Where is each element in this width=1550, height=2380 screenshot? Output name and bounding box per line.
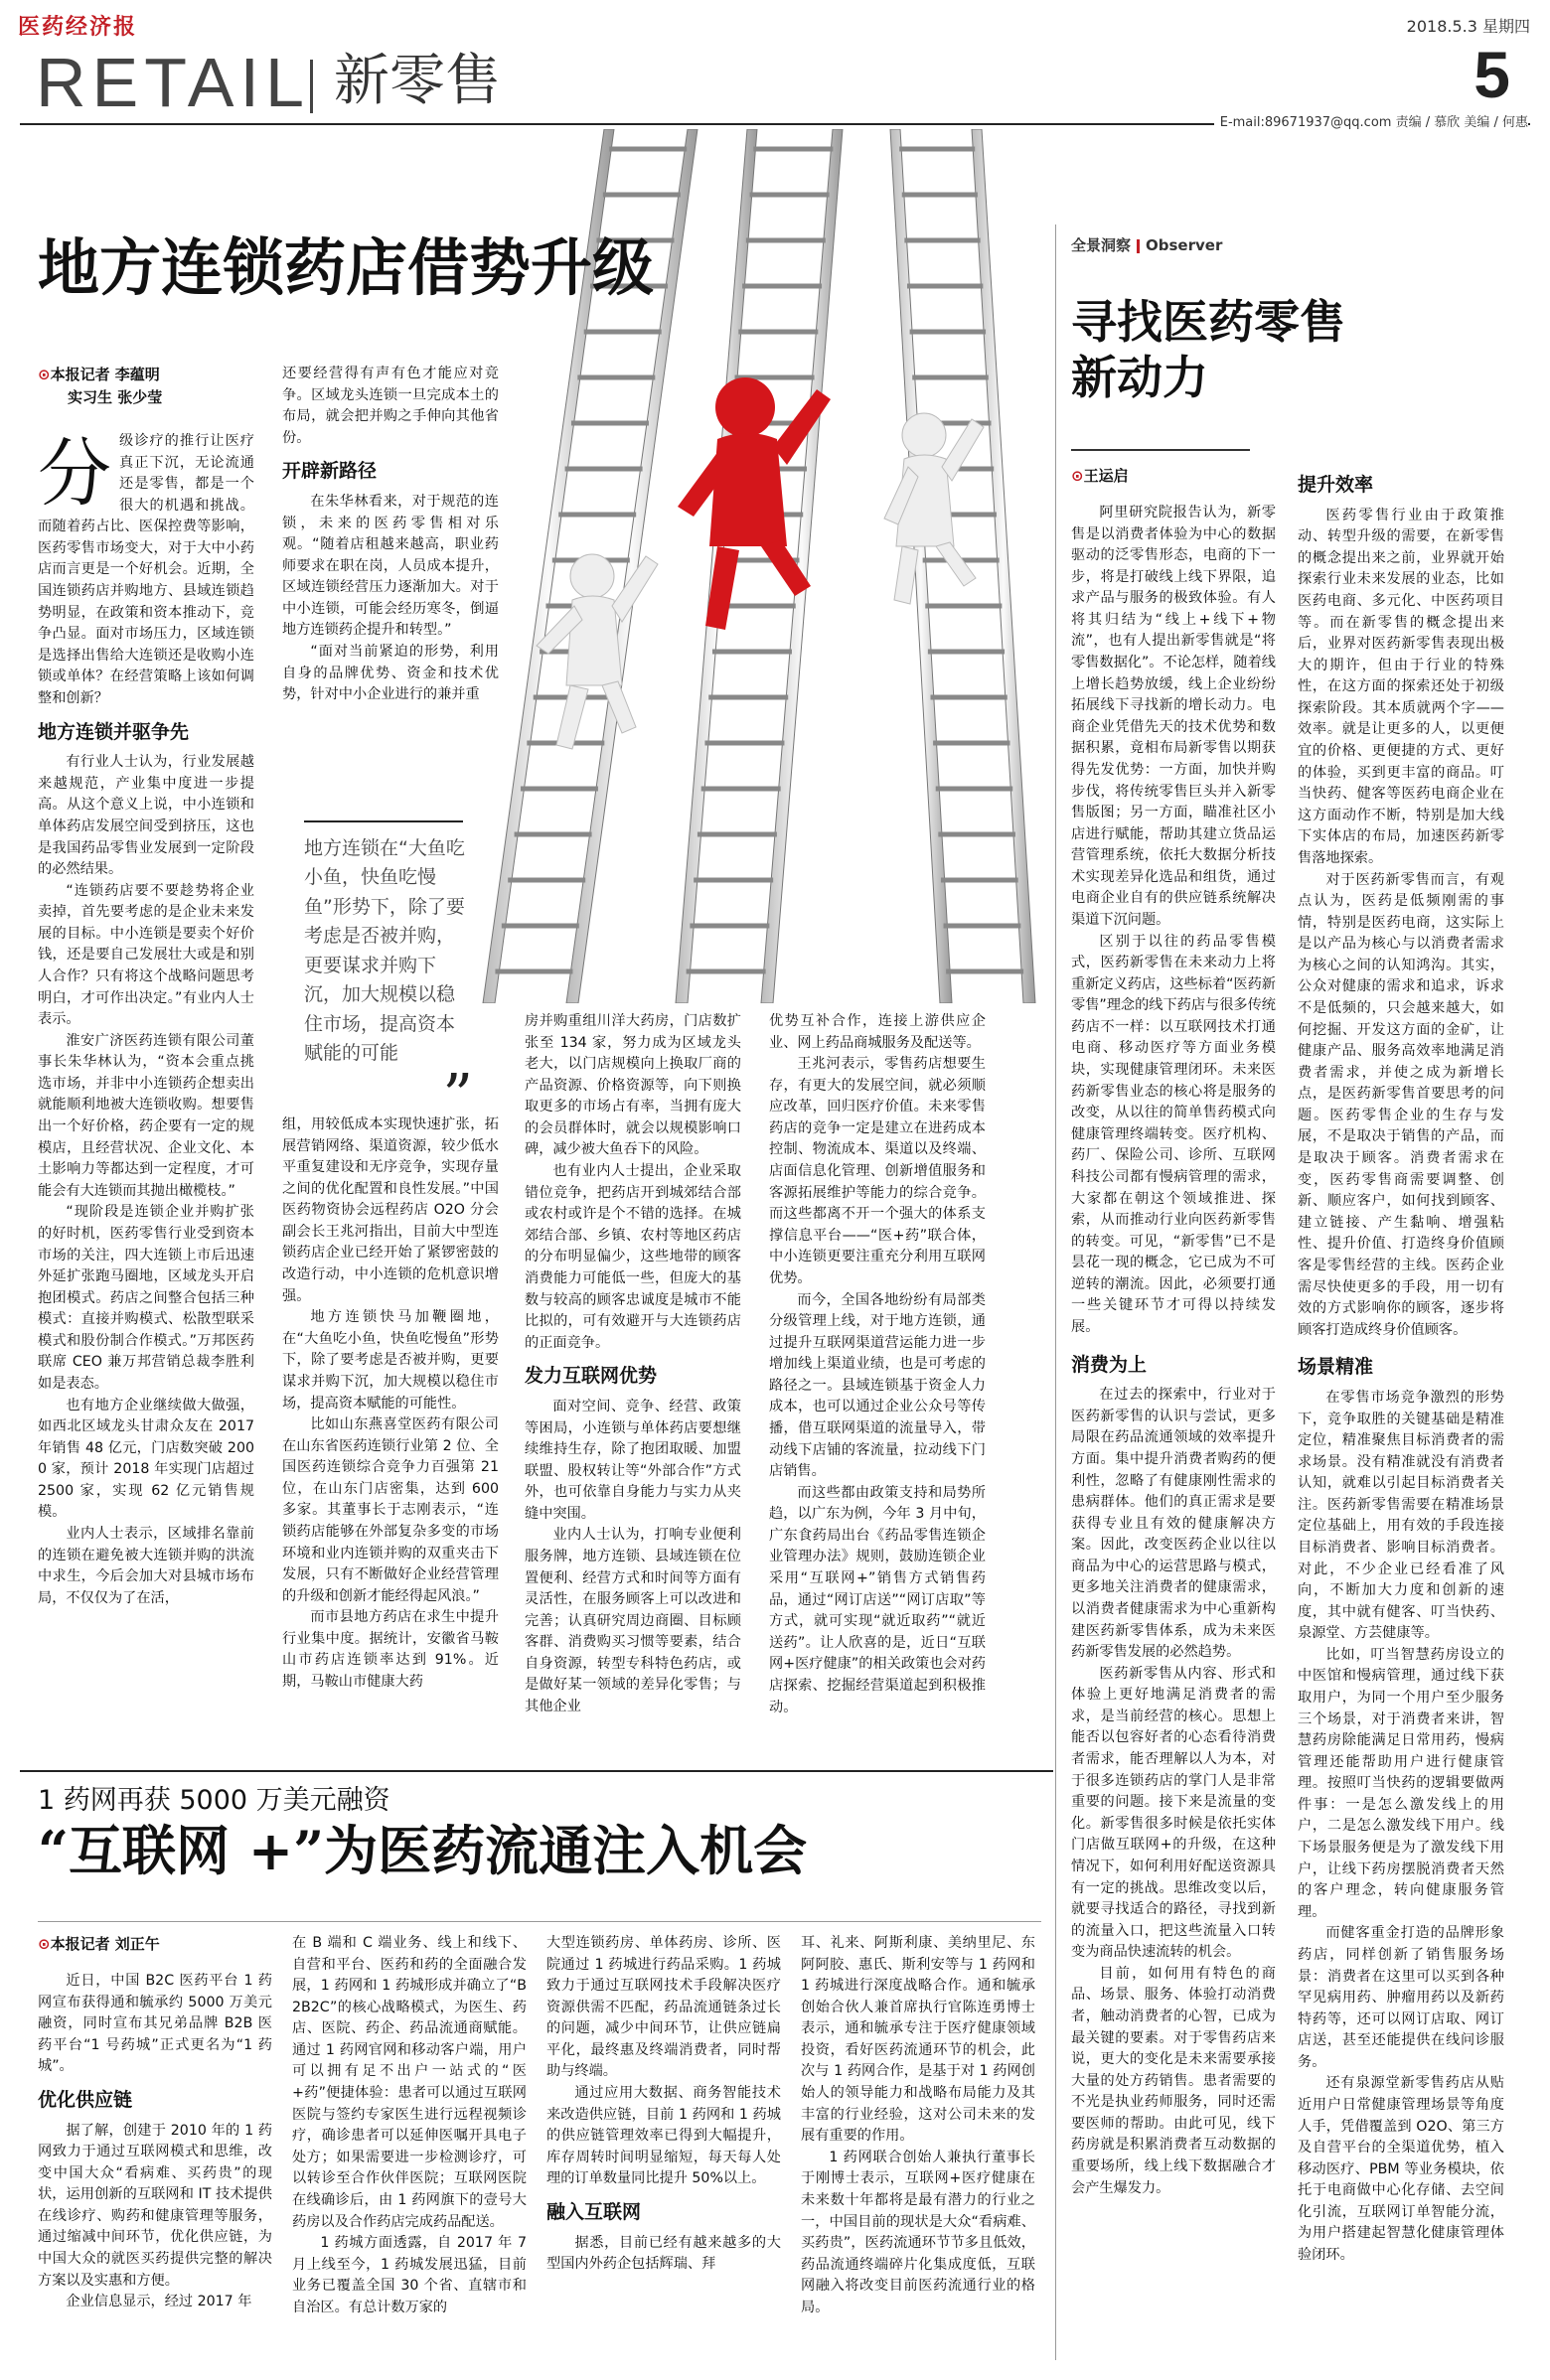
second-column-3 (546, 1933, 781, 2276)
second-headline: “互联网 +”为医药流通注入机会 (38, 1819, 808, 1882)
paragraph: 业内人士表示，区域排名靠前的连锁在避免被大连锁并购的洪流中求生，今后会加大对县城市场布局，不仅仅为了在活， (38, 1526, 254, 1606)
paragraph: 还有泉源堂新零售药店从贴近用户日常健康管理场景等角度人手，凭借覆盖到 O2O、第三方及自营平台的全渠道优势，植入移动医疗、PBM 等业务模块，依托于电商做中心化存储、去空间化引流，互联网订单智能分流，为用户搭建起智慧化健康管理体验闭环。 (1298, 2075, 1504, 2264)
paragraph: 对于医药新零售而言，有观点认为，医药是低频刚需的事情，特别是医药电商，这实际上是以产品为核心与以消费者需求为核心之间的认知鸿沟。其实，公众对健康的需求和追求，诉求不是低频的，只会越来越大，如何挖掘、开发这方面的金矿，让健康产品、服务高效率地满足消费者需求，并使之成为新增长点，是医药新零售首要思考的问题。医药零售企业的生存与发展，不是取决于销售的产品，而是取决于顾客。消费者需求在变，医药零售商需要调整、创新、顺应客户，如何找到顾客、建立链接、产生黏响、增强粘性、提升价值、打造终身价值顾客是零售经营的主线。医药企业需尽快使更多的手段，用一切有效的方式影响你的顾客，逐步将顾客打造成终身价值顾客。 (1298, 871, 1504, 1338)
second-headline-rule (38, 1921, 1041, 1922)
paragraph: 近日，中国 B2C 医药平台 1 药网宣布获得通和毓承约 5000 万美元融资，同时宣布其兄弟品牌 B2B 医药平台“1 号药城”正式更名为“1 药城”。 (38, 1973, 272, 2075)
second-byline (38, 1933, 160, 1956)
subhead-b: 提升效率 (1298, 474, 1374, 496)
byline-intern: 实习生 张少莹 (68, 388, 163, 407)
section-title-zh: 新零售 (334, 49, 501, 113)
ladder-middle (676, 129, 843, 1003)
paragraph: “面对当前紧迫的形势，利用自身的品牌优势、资金和技术优势，针对中小企业进行的兼并重 (282, 644, 499, 703)
pull-quote (304, 820, 473, 1131)
paragraph: 医药新零售从内容、形式和体验上更好地满足消费者的需求，是当前经营的核心。思想上能否以包容好者的心态看待消费者需求，能否理解以人为本，对于很多连锁药店的掌门人是非常重要的问题。接下来是流量的变化。新零售很多时候是依托实体门店做互联网+的升级，在这种情况下，如何利用好配送资源具有一定的挑战。思维改变以后，就要寻找适合的路径，寻找到新的流量入口，把这些流量入口转变为商品快速流转的机会。 (1071, 1665, 1276, 1961)
issue-date: 2018.5.3 星期四 (1406, 17, 1530, 36)
paragraph: 面对空间、竞争、经营、政策等困局，小连锁与单体药店要想继续维持生存，除了抱团取暖、加盟联盟、股权转让等“外部合作”方式外，也可依靠自身能力与实力从夹缝中突围。 (525, 1398, 741, 1522)
paragraph: 大型连锁药房、单体药房、诊所、医院通过 1 药城进行药品采购。1 药城致力于通过互联网技术手段解决医疗资源供需不匹配，药品流通链条过长的问题，减少中间环节，让供应链扁平化，最终惠及终端消费者，同时帮助与终端。 (546, 1935, 781, 2080)
observer-author: 王运启 (1083, 467, 1129, 485)
paragraph: 通过应用大数据、商务智能技术来改造供应链，目前 1 药网和 1 药城的供应链管理效率已得到大幅提升，库存周转时间明显缩短，每天每人处理的订单数量同比提升 50%以上。 (546, 2085, 781, 2187)
paragraph: 比如，叮当智慧药房设立的中医馆和慢病管理，通过线下获取用户，为同一个用户至少服务三个场景，对于消费者来讲，智慧药房除能满足日常用药，慢病管理还能帮助用户进行健康管理。按照叮当快药的逻辑要做两件事：一是怎么激发线上的用户，二是怎么激发线下用户。线下场景服务便是为了激发线下用户，让线下药房摆脱消费者天然的客户理念，转向健康服务管理。 (1298, 1646, 1504, 1920)
paragraph: 也有地方企业继续做大做强，如西北区域龙头甘肃众友在 2017 年销售 48 亿元，门店数突破 2000 家，预计 2018 年实现门店超过 2500 家，实现 62 亿元销售规模。 (38, 1397, 254, 1521)
observer-headline-line-1: 寻找医药零售 (1071, 295, 1345, 349)
subhead-3: 发力互联网优势 (525, 1365, 658, 1388)
paragraph: 也有业内人士提出，企业采取错位竞争，把药店开到城郊结合部或农村或许是个不错的选择。在城郊结合部、乡镇、农村等地区药店的分布明显偏少，这些地带的顾客消费能力可能低一些，但庞大的基数与较高的顾客忠诚度是城市不能比拟的，可有效避开与大连锁药店的正面竞争。 (525, 1163, 741, 1351)
paragraph: 而市县地方药店在求生中提升行业集中度。据统计，安徽省马鞍山市药店连锁率达到 91%。近期，马鞍山市健康大药 (282, 1609, 499, 1691)
subhead-2: 开辟新路径 (282, 460, 378, 483)
subhead-1: 地方连锁并驱争先 (38, 720, 190, 743)
paragraph: 医药零售行业由于政策推动、转型升级的需要，在新零售的概念提出来之前，业界就开始探索行业未来发展的业态，比如医药电商、多元化、中医药项目等。而在新零售的概念提出来后，业界对医药新零售表现出极大的期许，但由于行业的特殊性，在这方面的探索还处于初级探索阶段。其本质就两个字——效率。就是让更多的人，以更便宜的价格、更便捷的方式、更好的体验，买到更丰富的商品。叮当快药、健客等医药电商企业在这方面动作不断，特别是加大线下实体店的布局，加速医药新零售落地探索。 (1298, 507, 1504, 866)
byline-reporter: 本报记者 李蕴明 (50, 366, 160, 383)
lead-column-2-top (282, 364, 499, 706)
lead-column-4 (769, 1011, 986, 1718)
observer-headline (1071, 294, 1345, 405)
paragraph: 区别于以往的药品零售模式，医药新零售在未来动力上将重新定义药店，这些标着“医药新零售”理念的线下药店与很多传统药店不一样：以互联网技术打通电商、移动医疗等方面业务模块，实现健康管理闭环。未来医药新零售业态的核心将是服务的改变，从以往的简单售药模式向健康管理终端转变。医疗机构、药厂、保险公司、诊所、互联网科技公司都有慢病管理的需求，大家都在朝这个领域推进、探索，从而推动行业向医药新零售的转变。可见，“新零售”已不是昙花一现的概念，它已成为不可逆转的潮流。因此，必须要打通一些关键环节才可得以持续发展。 (1071, 933, 1276, 1335)
paragraph: “现阶段是连锁企业并购扩张的好时机，医药零售行业受到资本市场的关注，四大连锁上市后迅速外延扩张跑马圈地，区域龙头开启抱团模式。药店之间整合包括三种模式：直接并购模式、松散型联采模式和股份制合作模式。”万邦医药联席 CEO 兼万邦营销总裁李胜利如是表态。 (38, 1204, 254, 1392)
byline-marker-icon: ⊙ (1071, 467, 1084, 485)
paragraph: “连锁药店要不要趁势将企业卖掉，首先要考虑的是企业未来发展的目标。中小连锁是要卖个好价钱，还是要自己发展壮大或是和别人合作？只有将这个战略问题思考明白，才可作出决定。”有业内人士表示。 (38, 882, 254, 1028)
paragraph: 组，用较低成本实现快速扩张，拓展营销网络、渠道资源，较少低水平重复建设和无序竞争，实现存量之间的优化配置和良性发展。”中国医药物资协会远程药店 O2O 分会副会长王兆河指出，目前大中型连锁药店企业已经开始了紧锣密鼓的改造行动，中小连锁的危机意识增强。 (282, 1116, 499, 1304)
lead-intro: 级诊疗的推行让医疗真正下沉，无论流通还是零售，都是一个很大的机遇和挑战。而随着药占比、医保控费等影响，医药零售市场变大，对于大中小药店而言更是一个好机会。近期，全国连锁药店并购地方、县域连锁趋势明显，在政策和资本推动下，竞争凸显。面对市场压力，区域连锁是选择出售给大连锁还是收购小连锁或单体？在经营策略上该如何调整和创新？ (38, 433, 254, 706)
second-kicker: 1 药网再获 5000 万美元融资 (38, 1785, 390, 1816)
paragraph: 业内人士认为，打响专业便利服务牌，地方连锁、县域连锁在位置便利、经营方式和时间等方面有灵活性，在服务顾客上可以改进和完善；认真研究周边商圈、目标顾客群、消费购买习惯等要素，结合自身资源，转型专科特色药店，或是做好某一领域的差异化零售；与其他企业 (525, 1527, 741, 1715)
observer-divider (1055, 224, 1056, 2360)
observer-tag-bar (1137, 239, 1140, 253)
subhead-a: 消费为上 (1071, 1353, 1148, 1376)
byline-marker-icon: ⊙ (38, 1935, 51, 1953)
paragraph: 在 B 端和 C 端业务、线上和线下、自营和平台、医药和药的全面融合发展，1 药网和 1 药城形成并确立了“B2B2C”的核心战略模式，为医生、药店、医院、药企、药品流通商赋能。通过 1 药网官网和移动客户端，用户可以拥有足不出户一站式的“医+药”便捷体验：患者可以通过互联网医院与签约专家医生进行远程视频诊疗，确诊患者可以延伸医嘱开具电子处方；如果需要进一步检测诊疗，可以转诊至合作伙伴医院；互联网医院在线确诊后，由 1 药网旗下的壹号大药房以及合作药店完成药品配送。 (292, 1935, 527, 2230)
observer-headline-line-2: 新动力 (1071, 351, 1208, 405)
second-subhead-2: 融入互联网 (546, 2200, 642, 2223)
second-reporter: 本报记者 刘正午 (50, 1935, 160, 1953)
observer-column-b (1298, 463, 1504, 2267)
paragraph: 比如山东燕喜堂医药有限公司在山东省医药连锁行业第 2 位、全国医药连锁综合竞争力百强第 21 位，在山东门店密集，达到 600 多家。其董事长于志刚表示，“连锁药店能够在外部复杂多变的市场环境和业内连锁并购的双重夹击下发展，只有不断做好企业经营管理的升级和创新才能经得起风浪。” (282, 1416, 499, 1604)
paragraph: 据了解，创建于 2010 年的 1 药网致力于通过互联网模式和思维，改变中国大众“看病难、买药贵”的现状，运用创新的互联网和 IT 技术提供在线诊疗、购药和健康管理等服务，通过缩减中间环节，优化供应链，为中国大众的就医买药提供完整的解决方案以及实惠和方便。 (38, 2122, 272, 2289)
second-column-4 (801, 1933, 1035, 2318)
second-article-rule (20, 1770, 1053, 1772)
pull-quote-text: 地方连锁在“大鱼吃小鱼，快鱼吃慢鱼”形势下，除了要考虑是否被并购，更要谋求并购下沉，加大规模以稳住市场，提高资本赋能的可能 (304, 837, 465, 1065)
lead-column-3 (525, 1011, 741, 1718)
paragraph: 有行业人士认为，行业发展越来越规范，产业集中度进一步提高。从这个意义上说，中小连锁和单体药店发展空间受到挤压，这也是我国药品零售业发展到一定阶段的必然结果。 (38, 754, 254, 878)
section-divider (310, 60, 313, 113)
observer-rule (1071, 449, 1250, 451)
paragraph: 1 药城方面透露，自 2017 年 7 月上线至今，1 药城发展迅猛，目前业务已覆盖全国 30 个省、直辖市和自治区。有总计数万家的 (292, 2235, 527, 2315)
paragraph: 房并购重组川洋大药房，门店数扩张至 134 家，努力成为区域龙头老大，以门店规模向上换取厂商的产品资源、价格资源等，向下则换取更多的市场占有率，当拥有庞大的会员群体时，就会以规模影响口碑，减少被大鱼吞下的风险。 (525, 1013, 741, 1158)
paragraph: 阿里研究院报告认为，新零售是以消费者体验为中心的数据驱动的泛零售形态，电商的下一步，将是打破线上线下界限，追求产品与服务的极致体验。有人将其归结为“线上+线下+物流”，也有人提出新零售就是“将零售数据化”。不论怎样，随着线上增长趋势放缓，线上企业纷纷拓展线下寻找新的增长动力。电商企业凭借先天的技术优势和数据积累，竟相布局新零售以期获得先发优势：一方面，加快并购步伐，将传统零售巨头并入新零售版图；另一方面，瞄准社区小店进行赋能，帮助其建立货品运营管理系统，依托大数据分析技术实现差异化选品和组货，通过电商企业自有的供应链系统解决渠道下沉问题。 (1071, 505, 1276, 928)
lead-column-1 (38, 431, 254, 1609)
second-column-1 (38, 1971, 272, 2313)
paragraph: 而健客重金打造的品牌形象药店，同样创新了销售服务场景：消费者在这里可以买到各种罕见病用药、肿瘤用药以及新药特药等，还可以网订店取、网订店送，甚至还能提供在线问诊服务。 (1298, 1925, 1504, 2070)
paragraph: 王兆河表示，零售药店想要生存，有更大的发展空间，就必须顺应改革，回归医疗价值。未来零售药店的竞争一定是建立在进药成本控制、物流成本、渠道以及终端、店面信息化管理、创新增值服务和客源拓展维护等能力的综合竞争。而这些都离不开一个强大的体系支撑信息平台——“医+药”联合体，中小连锁更要注重充分利用互联网优势。 (769, 1056, 986, 1286)
page-number: 5 (1473, 38, 1510, 111)
observer-byline (1071, 465, 1129, 488)
second-column-2 (292, 1933, 527, 2318)
paragraph: 而今，全国各地纷纷有局部类分级管理上线，对于地方连锁，通过提升互联网渠道营运能力进一步增加线上渠道业绩，也是可考虑的路径之一。县域连锁基于资金人力成本，也可以通过企业公众号等传播，借互联网渠道的流量导入，带动线下店铺的客流量，拉动线下门店销售。 (769, 1291, 986, 1480)
paragraph: 优势互补合作，连接上游供应企业、网上药品商城服务及配送等。 (769, 1013, 986, 1051)
paragraph: 目前，如何用有特色的商品、场景、服务、体验打动消费者，触动消费者的心智，已成为最关键的要素。对于零售药店来说，更大的变化是未来需要承接大量的处方药销售。患者需要的不光是执业药师服务，同时还需要医师的帮助。由此可见，线下药房就是积累消费者互动数据的重要场所，线上线下数据融合才会产生爆发力。 (1071, 1965, 1276, 2196)
observer-tag-en: Observer (1146, 236, 1223, 254)
paragraph: 淮安广济医药连锁有限公司董事长朱华林认为，“资本会重点挑选市场，并非中小连锁药企想卖出就能顺利地被大连锁收购。想要售出一个好价格，药企要有一定的规模店，且经营状况、企业文化、本土影响力等都达到一定程度，才可能会有大连锁而其抛出橄榄枝。” (38, 1032, 254, 1199)
subhead-c: 场景精准 (1298, 1356, 1374, 1379)
paragraph: 而这些都由政策支持和局势所趋，以广东为例，今年 3 月中旬，广东食药局出台《药品零售连锁企业管理办法》规则，鼓励连锁企业采用“互联网+”销售方式销售药品，通过“网订店送”“网订店取”等方式，就可实现“就近取药”“就近送药”。让人欣喜的是，近日“互联网+医疗健康”的相关政策也会对药店探索、挖掘经营渠道起到积极推动。 (769, 1484, 986, 1715)
byline-marker-icon: ⊙ (38, 366, 51, 383)
lead-byline (38, 364, 266, 410)
lead-column-2-bottom (282, 1115, 499, 1694)
paragraph: 1 药网联合创始人兼执行董事长于刚博士表示，互联网+医疗健康在未来数十年都将是最有潜力的行业之一，中国目前的现状是大众“看病难、买药贵”，医药流通环节节多且低效，药品流通终端碎片化集成度低，互联网融入将改变目前医药流通行业的格局。 (801, 2149, 1035, 2315)
dropcap: 分 (38, 431, 111, 517)
paragraph: 企业信息显示，经过 2017 年 (66, 2294, 252, 2310)
editor-credits: E-mail:89671937@qq.com 责编 / 慕欣 美编 / 何惠 (1214, 111, 1528, 130)
section-title-en: RETAIL (36, 44, 310, 121)
observer-tag-zh: 全景洞察 (1071, 236, 1132, 254)
figure-white-right (884, 413, 984, 604)
observer-column-a (1071, 503, 1276, 2199)
close-quote-icon: ” (442, 1061, 473, 1131)
paragraph: 耳、礼来、阿斯利康、美纳里尼、东阿阿胶、惠氏、斯利安等与 1 药网和 1 药城进行深度战略合作。通和毓承创始合伙人兼首席执行官陈连勇博士表示，通和毓承专注于医疗健康领域投资，看好医药流通环节的机会，此次与 1 药网合作，是基于对 1 药网创始人的领导能力和战略布局能力及其丰富的行业经验，这对公司未来的发展有重要的作用。 (801, 1935, 1035, 2145)
paragraph: 据悉，目前已经有越来越多的大型国内外药企包括辉瑞、拜 (546, 2234, 781, 2273)
paragraph: 在朱华林看来，对于规范的连锁，未来的医药零售相对乐观。“随着店租越来越高，职业药师要求在职在岗，人员成本提升，区域连锁经营压力逐渐加大。对于中小连锁，可能会经历寒冬，倒逼地方连锁药企提升和转型。” (282, 494, 499, 639)
observer-tag (1071, 234, 1222, 255)
pull-quote-rule (304, 820, 463, 822)
paragraph: 在零售市场竞争激烈的形势下，竞争取胜的关键基础是精准定位，精准聚焦目标消费者的需求场景。没有精准就没有消费者认知，就难以引起目标消费者关注。医药新零售需要在精准场景定位基础上，用有效的手段连接目标消费者、影响目标消费者。对此，不少企业已经看准了风向，不断加大力度和创新的速度，其中就有健客、叮当快药、泉源堂、方芸健康等。 (1298, 1389, 1504, 1642)
paragraph: 地方连锁快马加鞭圈地，在“大鱼吃小鱼，快鱼吃慢鱼”形势下，除了要考虑是否被并购，更要谋求并购下沉，加大规模以稳住市场，提高资本赋能的可能性。 (282, 1309, 499, 1412)
paragraph: 还要经营得有声有色才能应对竞争。区域龙头连锁一旦完成本土的布局，就会把并购之手伸向其他省份。 (282, 366, 499, 446)
second-subhead-1: 优化供应链 (38, 2088, 133, 2111)
newspaper-logo: 医药经济报 (18, 14, 138, 40)
lead-headline: 地方连锁药店借势升级 (38, 231, 655, 304)
paragraph: 在过去的探索中，行业对于医药新零售的认识与尝试，更多局限在药品流通领域的效率提升方面。集中提升消费者购药的便利性，忽略了有健康刚性需求的患病群体。他们的真正需求是要获得专业且有效的健康解决方案。因此，改变医药企业以往以商品为中心的运营思路与模式，更多地关注消费者的健康需求，以消费者健康需求为中心重新构建医药新零售体系，成为未来医药新零售发展的必然趋势。 (1071, 1387, 1276, 1661)
